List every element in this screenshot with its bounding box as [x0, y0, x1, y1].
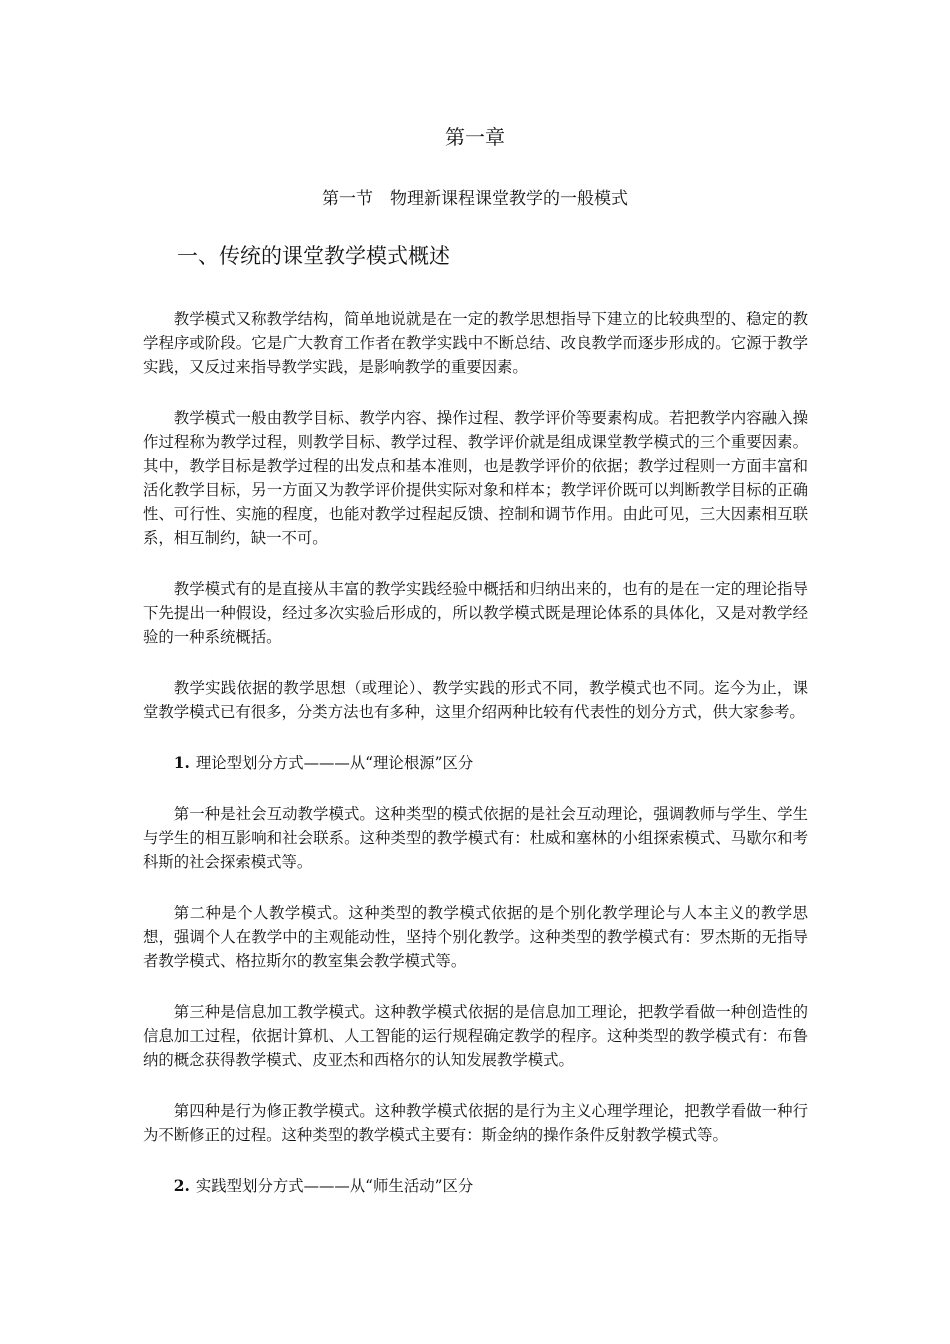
chapter-title: 第一章 [445, 125, 505, 149]
paragraph-definition: 教学模式又称教学结构，简单地说就是在一定的教学思想指导下建立的比较典型的、稳定的教学程序或阶段。它是广大教育工作者在教学实践中不断总结、改良教学而逐步形成的。它源于教学实践，又反过来指导教学实践，是影响教学的重要因素。 [143, 310, 808, 376]
subheading-number: 2. [173, 1177, 190, 1195]
subheading-number: 1. [173, 754, 190, 772]
subheading-theory-type [143, 751, 808, 775]
paragraph-classification: 教学实践依据的教学思想（或理论）、教学实践的形式不同，教学模式也不同。迄今为止，课堂教学模式已有很多，分类方法也有多种，这里介绍两种比较有代表性的划分方式，供大家参考。 [143, 679, 808, 721]
document-body [143, 307, 808, 1225]
paragraph-origin: 教学模式有的是直接从丰富的教学实践经验中概括和归纳出来的，也有的是在一定的理论指导下先提出一种假设，经过多次实验后形成的，所以教学模式既是理论体系的具体化，又是对教学经验的一种系统概括。 [143, 580, 808, 646]
subheading-text: 理论型划分方式———从“理论根源”区分 [195, 754, 474, 772]
paragraph-behavior-modification: 第四种是行为修正教学模式。这种教学模式依据的是行为主义心理学理论，把教学看做一种行为不断修正的过程。这种类型的教学模式主要有：斯金纳的操作条件反射教学模式等。 [143, 1102, 808, 1144]
paragraph-information-processing: 第三种是信息加工教学模式。这种教学模式依据的是信息加工理论，把教学看做一种创造性的信息加工过程，依据计算机、人工智能的运行规程确定教学的程序。这种类型的教学模式有：布鲁纳的概念获得教学模式、皮亚杰和西格尔的认知发展教学模式。 [143, 1003, 808, 1069]
subheading-text: 实践型划分方式———从“师生活动”区分 [195, 1177, 474, 1195]
subsection-heading: 一、传统的课堂教学模式概述 [177, 244, 450, 268]
paragraph-social-interaction: 第一种是社会互动教学模式。这种类型的模式依据的是社会互动理论，强调教师与学生、学生与学生的相互影响和社会联系。这种类型的教学模式有：杜威和塞林的小组探索模式、马歇尔和考科斯的社会探索模式等。 [143, 805, 808, 871]
paragraph-elements: 教学模式一般由教学目标、教学内容、操作过程、教学评价等要素构成。若把教学内容融入操作过程称为教学过程，则教学目标、教学过程、教学评价就是组成课堂教学模式的三个重要因素。其中，教学目标是教学过程的出发点和基本准则，也是教学评价的依据；教学过程则一方面丰富和活化教学目标，另一方面又为教学评价提供实际对象和样本；教学评价既可以判断教学目标的正确性、可行性、实施的程度，也能对教学过程起反馈、控制和调节作用。由此可见，三大因素相互联系，相互制约，缺一不可。 [143, 409, 808, 547]
section-title: 第一节 物理新课程课堂教学的一般模式 [322, 189, 628, 209]
subheading-practice-type [143, 1174, 808, 1198]
paragraph-personal: 第二种是个人教学模式。这种类型的教学模式依据的是个别化教学理论与人本主义的教学思想，强调个人在教学中的主观能动性，坚持个别化教学。这种类型的教学模式有：罗杰斯的无指导者教学模式、格拉斯尔的教室集会教学模式等。 [143, 904, 808, 970]
